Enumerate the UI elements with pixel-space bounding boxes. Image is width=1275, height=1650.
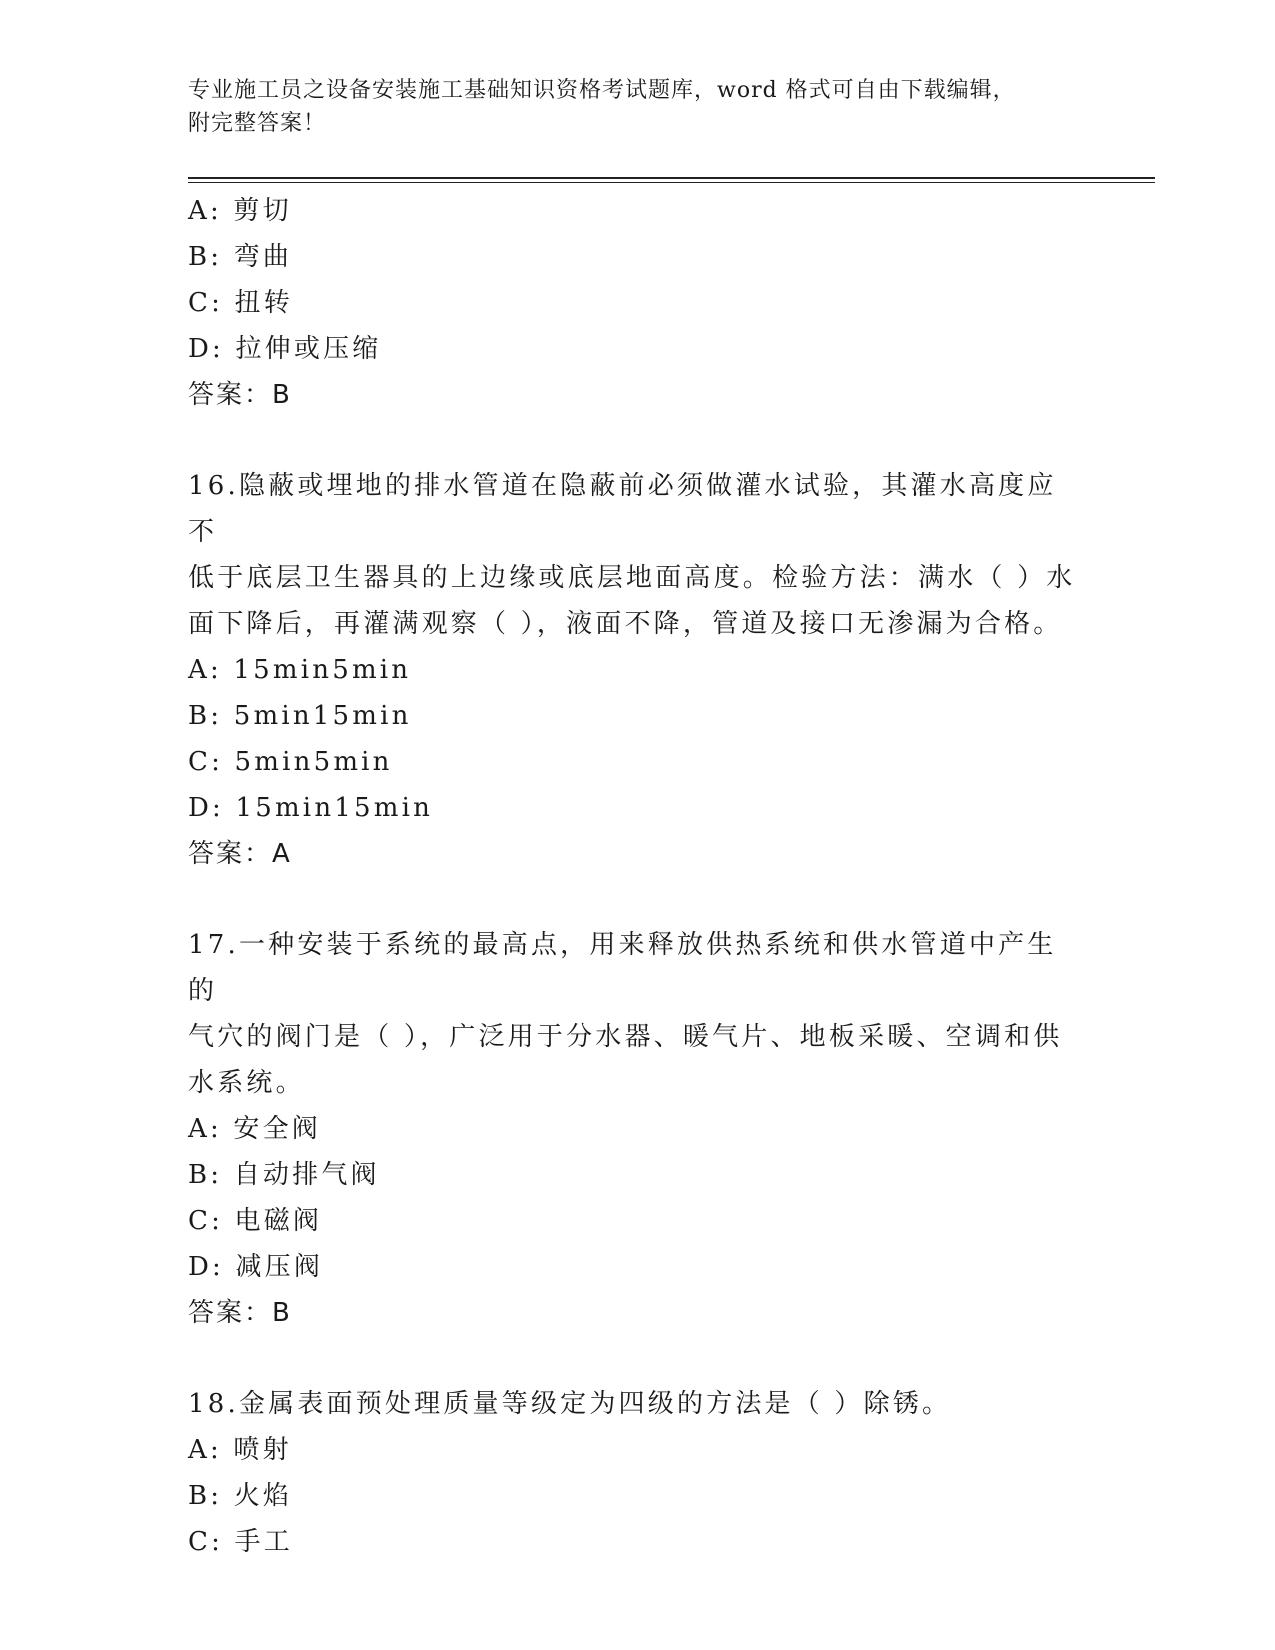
spacer (188, 1336, 1088, 1381)
option-d: D: 减压阀 (188, 1252, 324, 1282)
answer: 答案：B (188, 1298, 292, 1328)
option-d: D: 拉伸或压缩 (188, 334, 382, 364)
option-a: A: 安全阀 (188, 1114, 322, 1144)
option-d: D: 15min15min (188, 793, 434, 823)
question-text-line: 17.一种安装于系统的最高点，用来释放供热系统和供水管道中产生的 (188, 930, 1057, 1006)
option-a: A: 15min5min (188, 655, 412, 685)
question-text-line: 16.隐蔽或埋地的排水管道在隐蔽前必须做灌水试验，其灌水高度应不 (188, 471, 1057, 547)
answer: 答案：B (188, 380, 292, 410)
answer: 答案：A (188, 839, 292, 869)
option-b: B: 弯曲 (188, 242, 293, 272)
question-text-line: 面下降后，再灌满观察（ ），液面不降，管道及接口无渗漏为合格。 (188, 609, 1063, 639)
document-header (188, 74, 1088, 140)
header-divider-thin (188, 182, 1155, 183)
option-b: B: 自动排气阀 (188, 1160, 380, 1190)
header-line-1: 专业施工员之设备安装施工基础知识资格考试题库，word 格式可自由下载编辑， (188, 78, 1016, 103)
option-a: A: 剪切 (188, 196, 292, 226)
spacer (188, 418, 1088, 463)
question-text-line: 水系统。 (188, 1068, 305, 1098)
header-divider-thick (188, 177, 1155, 179)
question-15 (188, 188, 1088, 418)
option-c: C: 扭转 (188, 288, 293, 318)
question-16 (188, 463, 1088, 877)
question-text-line: 低于底层卫生器具的上边缘或底层地面高度。检验方法：满水（ ）水 (188, 563, 1076, 593)
spacer (188, 877, 1088, 922)
question-text-line: 18.金属表面预处理质量等级定为四级的方法是（ ）除锈。 (188, 1389, 952, 1419)
questions-content (188, 188, 1088, 1565)
question-17 (188, 922, 1088, 1336)
option-c: C: 电磁阀 (188, 1206, 323, 1236)
option-a: A: 喷射 (188, 1435, 292, 1465)
option-c: C: 5min5min (188, 747, 393, 777)
option-b: B: 火焰 (188, 1481, 293, 1511)
question-text-line: 气穴的阀门是（ ），广泛用于分水器、暖气片、地板采暖、空调和供 (188, 1022, 1063, 1052)
option-c: C: 手工 (188, 1527, 293, 1557)
header-line-2: 附完整答案！ (188, 111, 327, 136)
question-18 (188, 1381, 1088, 1565)
option-b: B: 5min15min (188, 701, 412, 731)
